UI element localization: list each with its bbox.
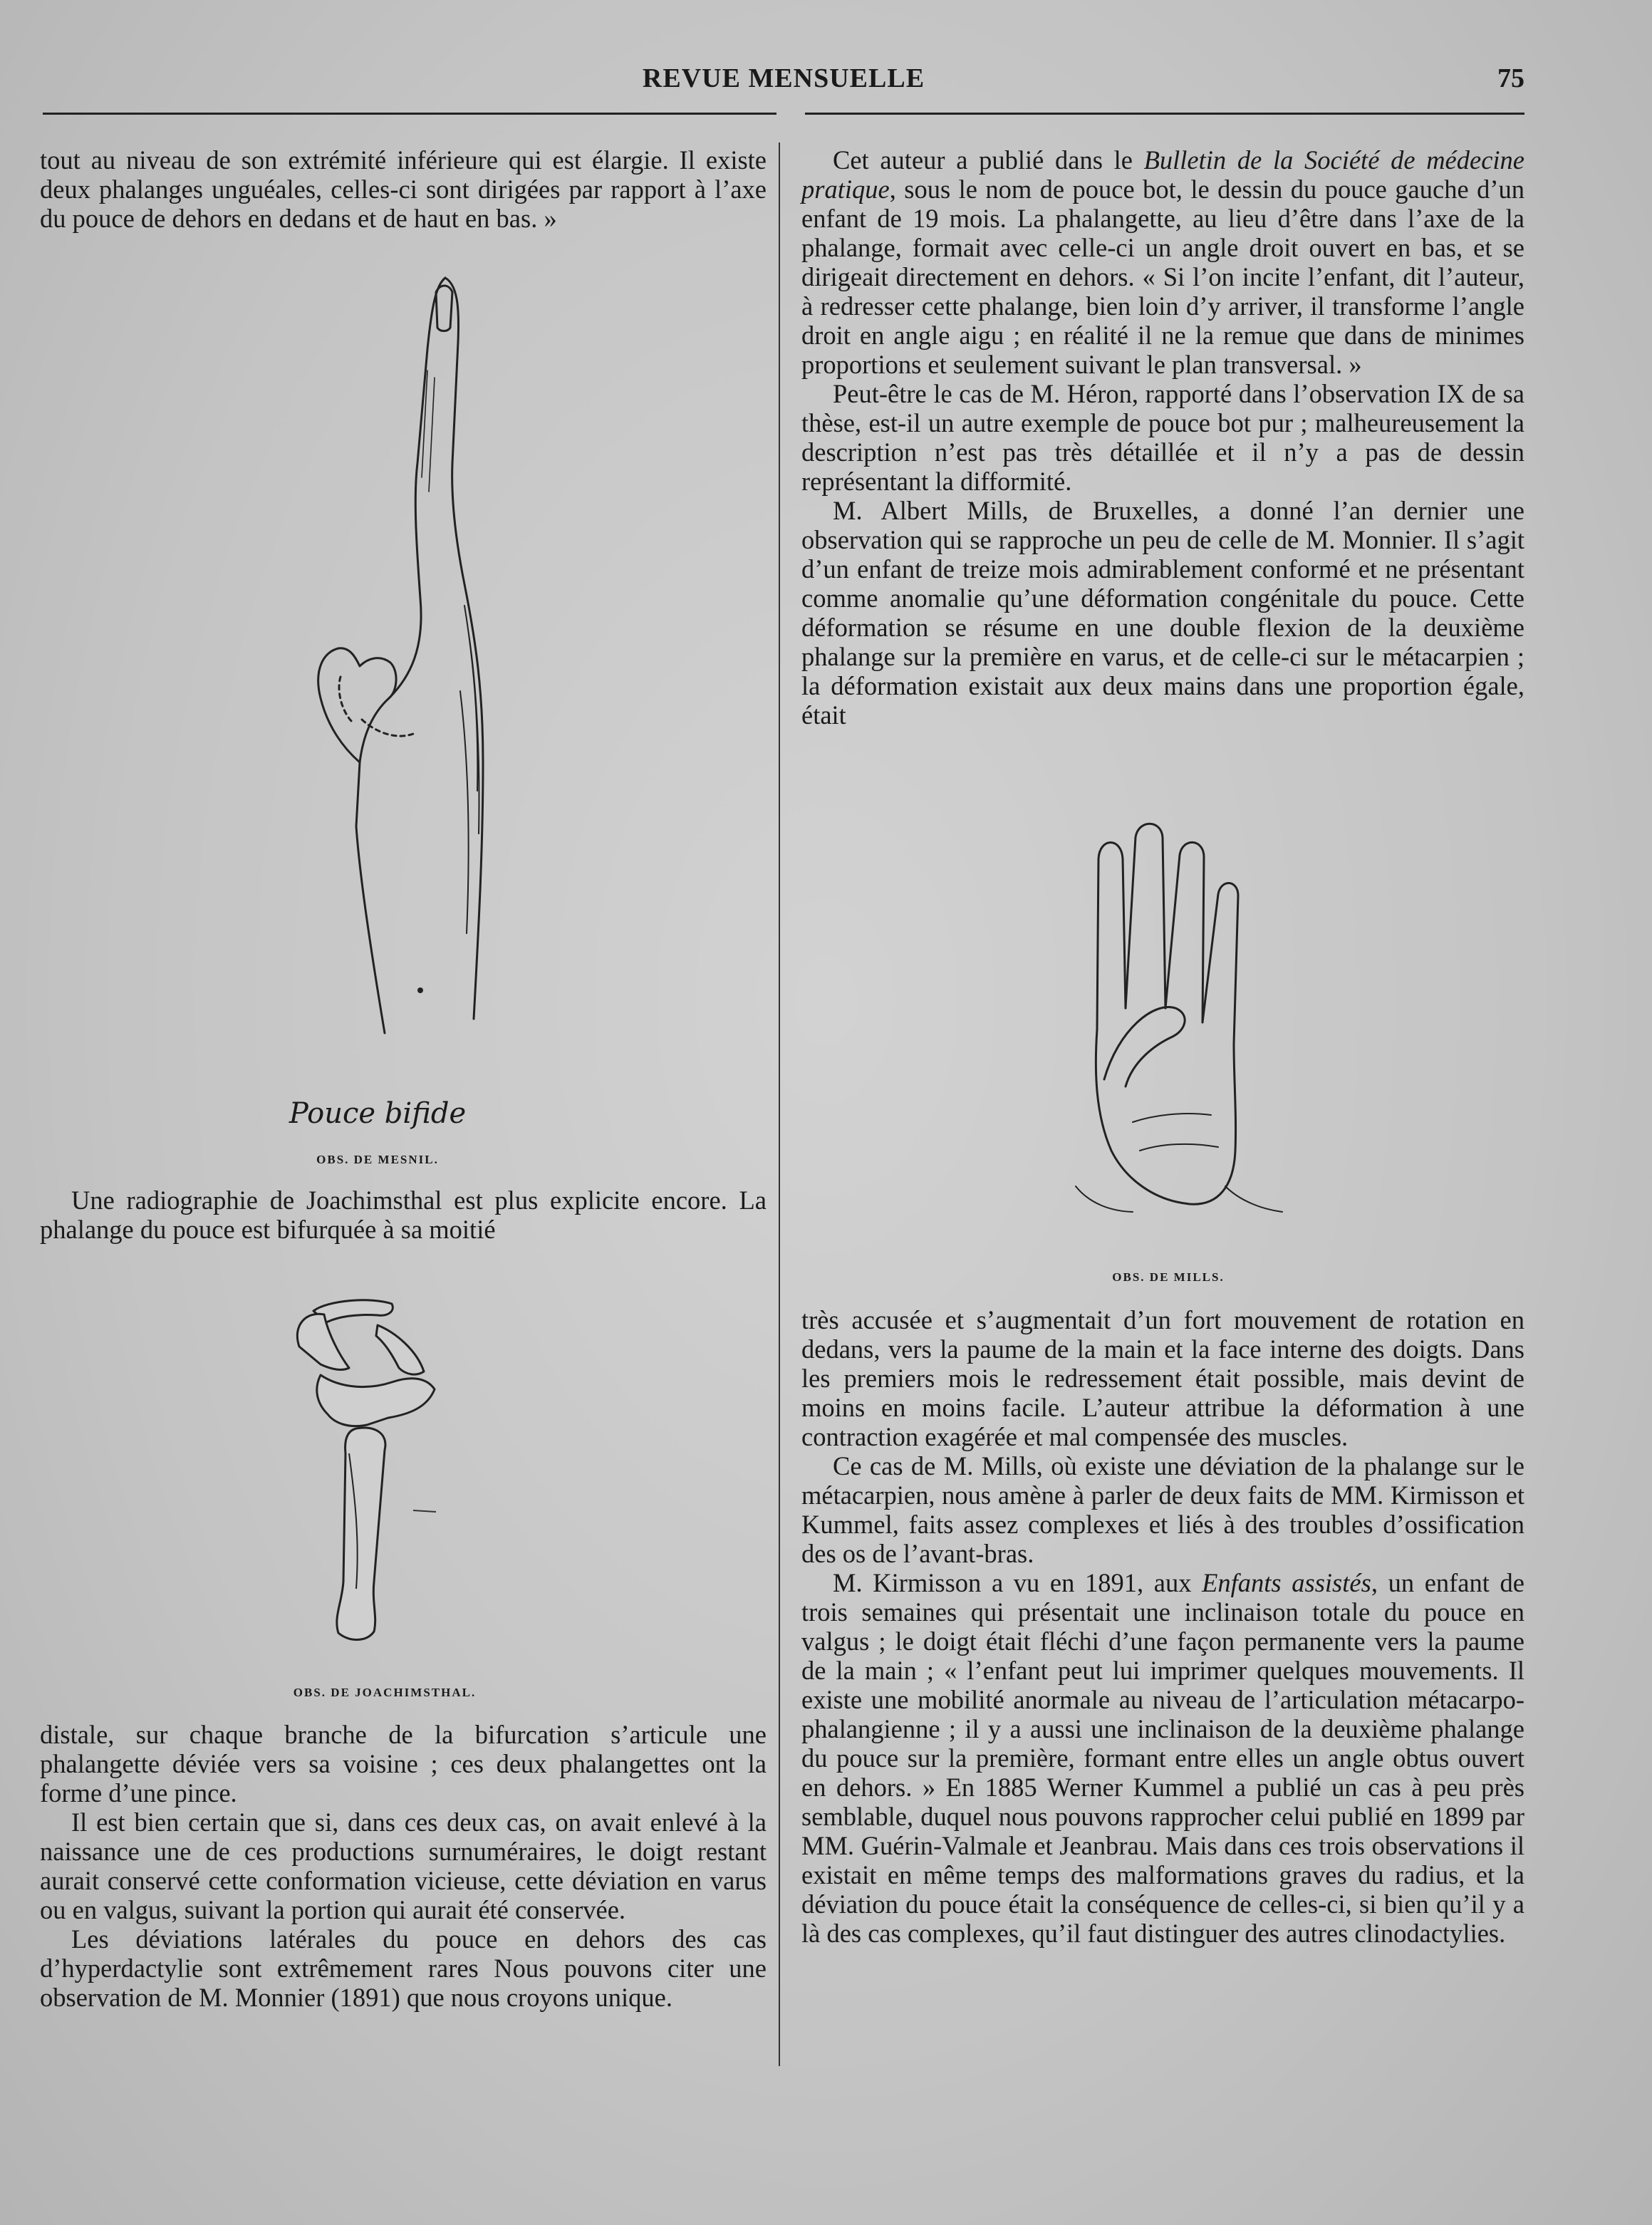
paragraph: distale, sur chaque branche de la bifurcation s’articule une phalangette déviée vers sa voisine ; ces deux phalangettes ont la forme d’une pince. — [40, 1720, 767, 1808]
right-column-bottom-text — [801, 1305, 1524, 1948]
figure-title-pouce-bifide: Pouce bifide — [289, 1097, 467, 1130]
header-rule-right — [805, 113, 1524, 115]
hand-drawing — [1047, 816, 1346, 1215]
paragraph: très accusée et s’augmentait d’un fort mouvement de rotation en dedans, vers la paume de la main et la face interne des doigts. Dans les premiers mois le redressement était possible, mais devint de moins en moins facile. L’auteur attribue la déformation à une contraction exagérée et mal compensée des muscles. — [801, 1305, 1524, 1451]
paragraph: tout au niveau de son extrémité inférieure qui est élargie. Il existe deux phalanges unguéales, celles-ci sont dirigées par rapport à l’axe du pouce de dehors en dedans et de haut en bas. » — [40, 145, 767, 233]
figure-hand-mills — [1047, 816, 1346, 1215]
paragraph — [801, 1568, 1524, 1948]
left-column-top-text — [40, 145, 767, 233]
paragraph: M. Albert Mills, de Bruxelles, a donné l’an dernier une observation qui se rapproche un peu de celle de M. Monnier. Il s’agit d’un enfant de treize mois admirablement conformé et ne présentant comme anomalie qu’une déformation congénitale du pouce. Cette déformation se résume en une double flexion de la deuxième phalange sur la première en varus, et de celle-ci sur le métacarpien ; la déformation existait aux deux mains dans une proportion égale, était — [801, 496, 1524, 730]
text-run: , sous le nom de pouce bot, le dessin du pouce gauche d’un enfant de 19 mois. La phalangette, au lieu d’être dans l’axe de la phalange, formait avec celle-ci un angle droit ouvert en bas, et se dirigeait directement en dehors. « Si l’on incite l’enfant, dit l’auteur, à redresser cette phalange, bien loin d’y arriver, il transforme l’angle droit en angle aigu ; en réalité il ne la remue que dans de minimes proportions et seulement suivant le plan transversal. » — [801, 175, 1524, 379]
paragraph: Ce cas de M. Mills, où existe une déviation de la phalange sur le métacarpien, nous amène à parler de deux faits de MM. Kirmisson et Kummel, faits assez complexes et liés à des troubles d’ossification des os de l’avant-bras. — [801, 1451, 1524, 1568]
xray-bones-drawing — [271, 1282, 499, 1681]
paragraph: Il est bien certain que si, dans ces deux cas, on avait enlevé à la naissance une de ces productions surnuméraires, le doigt restant aurait conservé cette conformation vicieuse, cette déviation en varus ou en valgus, suivant la portion qui aurait été conservée. — [40, 1808, 767, 1924]
figure-caption-joachimsthal: OBS. DE JOACHIMSTHAL. — [293, 1686, 477, 1699]
left-column-middle-text — [40, 1186, 767, 1244]
bifid-thumb-drawing — [214, 264, 556, 1054]
text-run: Cet auteur a publié dans le — [833, 145, 1144, 175]
institution-italic: Enfants assistés — [1202, 1568, 1371, 1597]
paragraph: Les déviations latérales du pouce en dehors des cas d’hyperdactylie sont extrêmement rares Nous pouvons citer une observation de M. Monnier (1891) que nous croyons unique. — [40, 1924, 767, 2012]
figure-caption-mesnil: OBS. DE MESNIL. — [316, 1153, 439, 1166]
text-run: M. Kirmisson a vu en 1891, aux — [833, 1568, 1202, 1597]
paragraph: Peut-être le cas de M. Héron, rapporté dans l’observation IX de sa thèse, est-il un autre exemple de pouce bot pur ; malheureusement la description n’est pas très détaillée et il n’y a pas de dessin représentant la difformité. — [801, 379, 1524, 496]
text-run: , un enfant de trois semaines qui présentait une inclinaison totale du pouce en valgus ; le doigt était fléchi d’une façon permanente vers la paume de la main ; « l’enfant peut lui imprimer quelques mouvements. Il existe une mobilité anormale au niveau de l’articulation métacarpo-phalangienne ; il y a aussi une inclinaison de la deuxième phalange du pouce sur la première, formant entre elles un angle obtus ouvert en dehors. » En 1885 Werner Kummel a publié un cas à peu près semblable, duquel nous pouvons rapprocher celui publié en 1899 par MM. Guérin-Valmale et Jeanbrau. Mais dans ces trois observations il existait en même temps des malformations graves du radius, et la déviation du pouce était la conséquence de celles-ci, si bien qu’il y a là des cas complexes, qu’il faut distinguer des autres clinodactylies. — [801, 1568, 1524, 1948]
journal-title-italic: Bulletin de la Société de médecine pratique — [801, 145, 1524, 204]
paragraph: Une radiographie de Joachimsthal est plus explicite encore. La phalange du pouce est bifurquée à sa moitié — [40, 1186, 767, 1244]
header-rule-left — [43, 113, 776, 115]
page-number: 75 — [1497, 63, 1524, 93]
running-header — [43, 63, 1524, 105]
left-column-bottom-text — [40, 1720, 767, 2012]
column-divider — [779, 142, 780, 2066]
figure-caption-mills: OBS. DE MILLS. — [1112, 1270, 1225, 1284]
paragraph — [801, 145, 1524, 379]
figure-xray-joachimsthal — [271, 1282, 499, 1681]
right-column-top-text — [801, 145, 1524, 730]
figure-bifid-thumb — [214, 264, 556, 1054]
journal-title: REVUE MENSUELLE — [642, 63, 925, 93]
